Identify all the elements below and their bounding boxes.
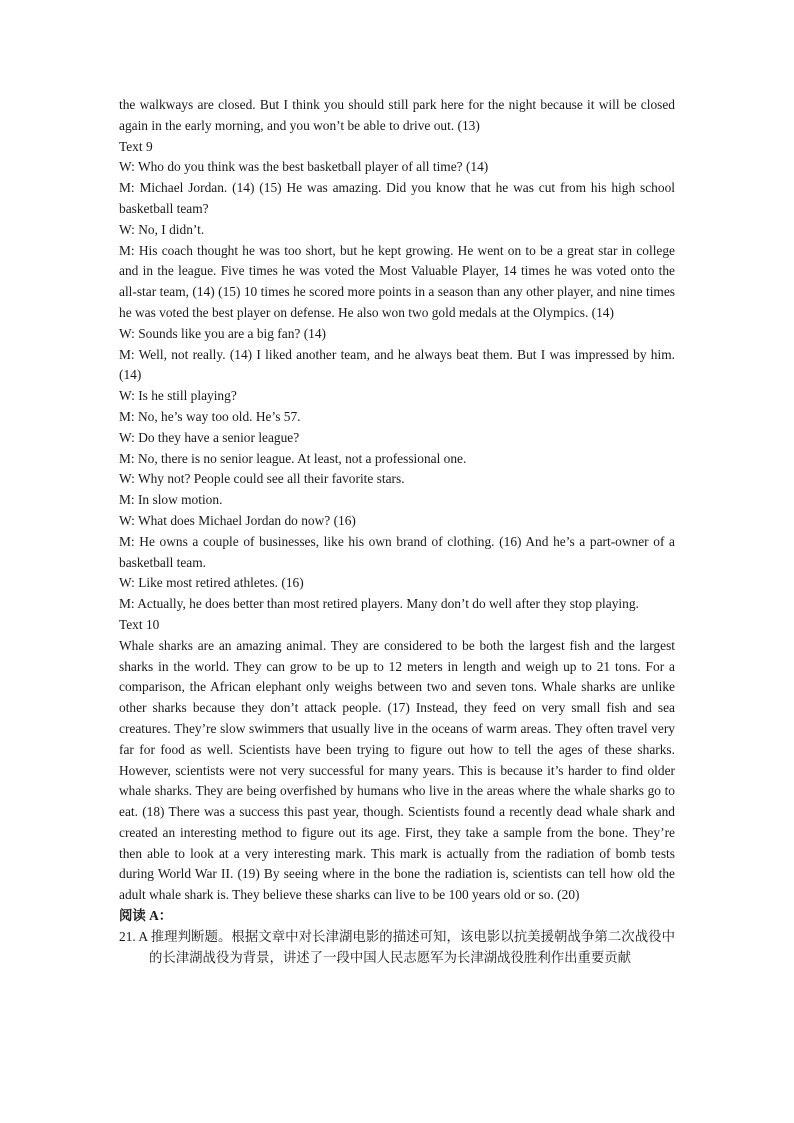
dialogue-line: W: Why not? People could see all their favorite stars. (119, 471, 405, 487)
paragraph: Whale sharks are an amazing animal. They are considered to be both the largest fish and the largest sharks in the world. They can grow to be up to 12 meters in length and weigh up to 21 tons. For a comparison, the African elephant only weighs between two and seven tons. Whale sharks are unlike other sharks because they don’t attack people. (17) Instead, they feed on very small fish and sea creatures. They’re slow swimmers that usually live in the oceans of warm areas. They often travel very far for food as well. Scientists have been trying to figure out how to tell the ages of these sharks. However, scientists were not very successful for many years. This is because it’s harder to find older whale sharks. They are being overfished by humans who live in the areas where the whale sharks go to eat. (18) There was a success this past year, though. Scientists found a recently dead whale shark and created an interesting method to figure out its age. First, they take a sample from the bone. They’re then able to look at a very interesting mark. This mark is actually from the radiation of bomb tests during World War II. (19) By seeing where in the bone the radiation is, scientists can tell how old the adult whale shark is. They believe these sharks can live to be 100 years old or so. (20) (119, 637, 675, 903)
dialogue-line: M: In slow motion. (119, 492, 223, 508)
dialogue-line: W: Is he still playing? (119, 388, 237, 404)
dialogue-line: M: No, he’s way too old. He’s 57. (119, 408, 301, 424)
dialogue-line: M: His coach thought he was too short, but he kept growing. He went on to be a great star in college and in the league. Five times he was voted the Most Valuable Player, 14 times he was voted onto the all-star team, (14) (15) 10 times he scored more points in a season than any other player, and nine times he was voted the best player on defense. He also won two gold medals at the Olympics. (14) (119, 242, 675, 320)
dialogue-line: M: Michael Jordan. (14) (15) He was amazing. Did you know that he was cut from his high school basketball team? (119, 180, 675, 216)
dialogue-line: W: What does Michael Jordan do now? (16) (119, 512, 356, 528)
document-body (119, 95, 675, 968)
answer-explanation: 21. A 推理判断题。根据文章中对长津湖电影的描述可知，该电影以抗美援朝战争第二次战役中的长津湖战役为背景，讲述了一段中国人民志愿军为长津湖战役胜利作出重要贡献 (119, 928, 675, 965)
dialogue-line: M: Well, not really. (14) I liked another team, and he always beat them. But I was impressed by him. (14) (119, 346, 675, 383)
dialogue-line: W: Sounds like you are a big fan? (14) (119, 325, 326, 341)
section-label: Text 9 (119, 138, 153, 154)
dialogue-line: M: No, there is no senior league. At least, not a professional one. (119, 450, 467, 466)
paragraph: the walkways are closed. But I think you should still park here for the night because it will be closed again in the early morning, and you won’t be able to drive out. (13) (119, 97, 675, 133)
dialogue-line: M: Actually, he does better than most retired players. Many don’t do well after they stop playing. (119, 596, 639, 612)
dialogue-line: W: Do they have a senior league? (119, 429, 300, 445)
reading-section-heading: 阅读 A： (119, 908, 173, 924)
dialogue-line: W: Like most retired athletes. (16) (119, 575, 304, 591)
dialogue-line: M: He owns a couple of businesses, like his own brand of clothing. (16) And he’s a part-owner of a basketball team. (119, 533, 675, 570)
section-label: Text 10 (119, 616, 160, 632)
dialogue-line: W: No, I didn’t. (119, 221, 205, 237)
dialogue-line: W: Who do you think was the best basketball player of all time? (14) (119, 159, 489, 175)
